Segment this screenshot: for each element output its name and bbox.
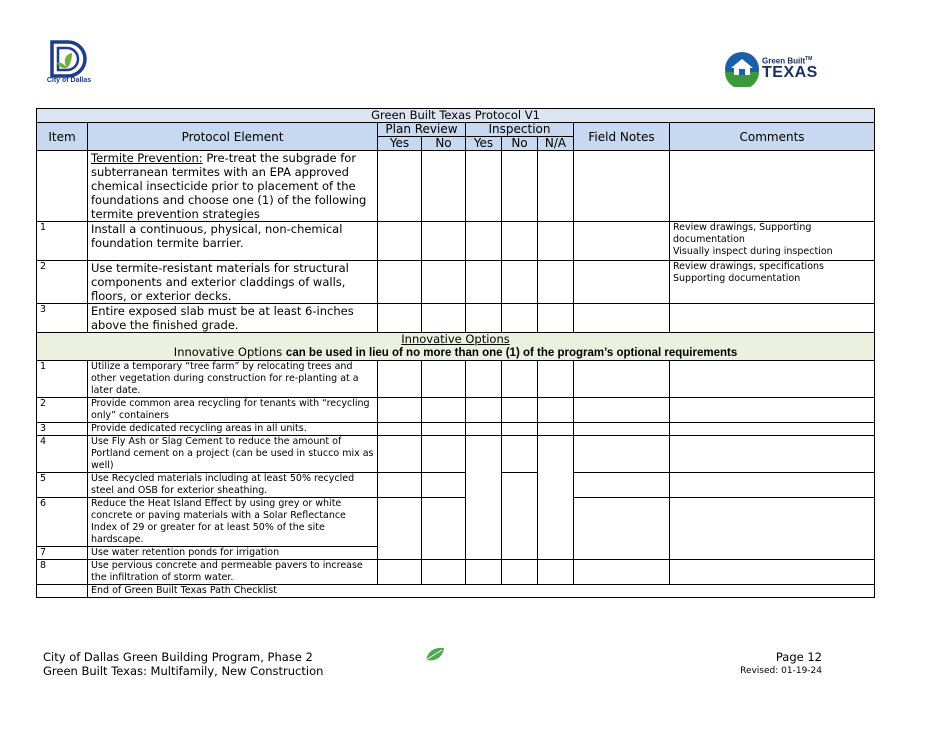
insp-yes-cell[interactable] (466, 398, 502, 423)
plan-yes-cell[interactable] (378, 436, 422, 473)
insp-na-cell[interactable] (538, 398, 574, 423)
comment-line: Visually inspect during inspection (673, 246, 833, 257)
insp-na-cell[interactable] (538, 560, 574, 585)
field-notes-cell[interactable] (574, 560, 670, 585)
item-cell: 3 (37, 423, 88, 436)
insp-no-cell[interactable] (502, 151, 538, 222)
plan-yes-merged-cell[interactable] (378, 498, 422, 560)
col-header-field-notes: Field Notes (574, 123, 670, 151)
plan-no-merged-cell[interactable] (422, 498, 466, 560)
field-notes-cell[interactable] (574, 261, 670, 304)
field-notes-cell[interactable] (574, 436, 670, 473)
comments-cell[interactable] (670, 261, 875, 304)
item-cell: 7 (37, 547, 88, 560)
plan-no-cell[interactable] (422, 222, 466, 261)
item-cell: 2 (37, 261, 88, 304)
field-notes-cell[interactable] (574, 361, 670, 398)
comments-merged-cell[interactable] (670, 498, 875, 560)
plan-yes-cell[interactable] (378, 261, 422, 304)
plan-no-cell[interactable] (422, 398, 466, 423)
table-title: Green Built Texas Protocol V1 (37, 109, 875, 123)
element-cell: Use Fly Ash or Slag Cement to reduce the amount of Portland cement on a project (can be used in stucco mix as well) (88, 436, 378, 473)
plan-yes-cell[interactable] (378, 304, 422, 333)
insp-na-cell[interactable] (538, 361, 574, 398)
comments-cell[interactable] (670, 151, 875, 222)
plan-no-cell[interactable] (422, 436, 466, 473)
insp-no-cell[interactable] (502, 261, 538, 304)
table-row (37, 222, 875, 261)
col-header-plan-review: Plan Review (378, 123, 466, 137)
element-cell: Use water retention ponds for irrigation (88, 547, 378, 560)
element-cell: Use pervious concrete and permeable pavers to increase the infiltration of storm water. (88, 560, 378, 585)
termite-text: Pre-treat the subgrade for subterranean termites with an EPA approved chemical insecticide prior to placement of the foundations and choose one (1) of the following termite prevention strategies (91, 151, 367, 221)
item-cell (37, 585, 88, 598)
plan-yes-cell[interactable] (378, 222, 422, 261)
innovative-options-row (37, 333, 875, 361)
insp-na-cell[interactable] (538, 222, 574, 261)
field-notes-cell[interactable] (574, 398, 670, 423)
item-cell: 2 (37, 398, 88, 423)
element-cell: Reduce the Heat Island Effect by using grey or white concrete or paving materials with a Solar Reflectance Index of 29 or greater for at least 50% of the site hardscape. (88, 498, 378, 547)
innovative-subtitle: Innovative Options can be used in lieu of no more than one (1) of the program’s optional requirements (173, 345, 738, 359)
insp-yes-cell[interactable] (466, 222, 502, 261)
element-cell: Provide dedicated recycling areas in all units. (88, 423, 378, 436)
green-built-texas-logo (722, 51, 822, 89)
page-number: Page 12 (775, 650, 822, 664)
comment-line: Review drawings, Supporting documentation (673, 222, 812, 245)
gbt-house-icon (724, 51, 762, 87)
plan-no-cell[interactable] (422, 423, 466, 436)
innovative-options-cell (37, 333, 875, 361)
table-row (37, 473, 875, 498)
item-cell: 5 (37, 473, 88, 498)
footer-subtitle: Green Built Texas: Multifamily, New Construction (43, 664, 324, 678)
insp-no-cell[interactable] (502, 361, 538, 398)
plan-no-cell[interactable] (422, 261, 466, 304)
table-row (37, 498, 875, 547)
end-of-checklist: End of Green Built Texas Path Checklist (88, 585, 875, 598)
field-notes-merged-cell[interactable] (574, 498, 670, 560)
comment-line: Review drawings, specifications (673, 261, 824, 272)
end-row (37, 585, 875, 598)
insp-no-merged-cell[interactable] (502, 473, 538, 560)
innovative-heading: Innovative Options (401, 332, 510, 346)
table-row (37, 261, 875, 304)
plan-yes-cell[interactable] (378, 423, 422, 436)
plan-yes-cell[interactable] (378, 361, 422, 398)
insp-no-cell[interactable] (502, 304, 538, 333)
insp-na-cell[interactable] (538, 261, 574, 304)
col-header-insp-no: No (502, 137, 538, 151)
field-notes-cell[interactable] (574, 423, 670, 436)
insp-no-cell[interactable] (502, 423, 538, 436)
item-cell: 3 (37, 304, 88, 333)
plan-no-cell[interactable] (422, 560, 466, 585)
item-cell: 4 (37, 436, 88, 473)
plan-yes-cell[interactable] (378, 473, 422, 498)
plan-no-cell[interactable] (422, 304, 466, 333)
insp-yes-cell[interactable] (466, 560, 502, 585)
leaf-icon (424, 646, 446, 664)
insp-na-cell[interactable] (538, 151, 574, 222)
field-notes-cell[interactable] (574, 304, 670, 333)
field-notes-cell[interactable] (574, 473, 670, 498)
insp-no-cell[interactable] (502, 560, 538, 585)
element-cell: Provide common area recycling for tenants with “recycling only” containers (88, 398, 378, 423)
element-cell (88, 151, 378, 222)
element-cell: Install a continuous, physical, non-chemical foundation termite barrier. (88, 222, 378, 261)
col-header-insp-yes: Yes (466, 137, 502, 151)
revised-date: Revised: 01-19-24 (740, 666, 822, 676)
city-of-dallas-logo (40, 40, 98, 90)
table-row (37, 423, 875, 436)
comments-cell[interactable] (670, 473, 875, 498)
insp-na-cell[interactable] (538, 423, 574, 436)
plan-no-cell[interactable] (422, 151, 466, 222)
table-row (37, 436, 875, 473)
comments-cell[interactable] (670, 398, 875, 423)
item-cell: 8 (37, 560, 88, 585)
plan-yes-cell[interactable] (378, 398, 422, 423)
col-header-protocol-element: Protocol Element (88, 123, 378, 151)
element-cell: Entire exposed slab must be at least 6-inches above the finished grade. (88, 304, 378, 333)
col-header-plan-no: No (422, 137, 466, 151)
table-row (37, 398, 875, 423)
comment-line: Supporting documentation (673, 273, 801, 284)
col-header-insp-na: N/A (538, 137, 574, 151)
gbt-logo-big-text: TEXAS (762, 64, 818, 81)
footer-left (43, 650, 323, 678)
col-header-plan-yes: Yes (378, 137, 422, 151)
protocol-table (36, 108, 875, 598)
insp-yes-cell[interactable] (466, 304, 502, 333)
plan-no-cell[interactable] (422, 361, 466, 398)
comments-cell[interactable] (670, 304, 875, 333)
table-row (37, 304, 875, 333)
table-title-row (37, 109, 875, 123)
col-header-comments: Comments (670, 123, 875, 151)
insp-yes-cell[interactable] (466, 151, 502, 222)
insp-yes-cell[interactable] (466, 261, 502, 304)
item-cell: 1 (37, 361, 88, 398)
col-header-item: Item (37, 123, 88, 151)
field-notes-cell[interactable] (574, 222, 670, 261)
footer-right (740, 650, 822, 678)
item-cell: 1 (37, 222, 88, 261)
comments-cell[interactable] (670, 361, 875, 398)
insp-yes-merged-cell[interactable] (466, 436, 502, 560)
insp-na-merged-cell[interactable] (538, 436, 574, 560)
city-logo-d-icon (40, 40, 98, 78)
table-row (37, 151, 875, 222)
field-notes-cell[interactable] (574, 151, 670, 222)
col-header-inspection: Inspection (466, 123, 574, 137)
comments-cell[interactable] (670, 560, 875, 585)
insp-no-cell[interactable] (502, 222, 538, 261)
footer-program: City of Dallas Green Building Program, Phase 2 (43, 650, 313, 664)
item-cell: 6 (37, 498, 88, 547)
termite-heading: Termite Prevention: (91, 151, 203, 165)
insp-no-cell[interactable] (502, 436, 538, 473)
comments-cell[interactable] (670, 222, 875, 261)
comments-cell[interactable] (670, 423, 875, 436)
table-row (37, 361, 875, 398)
table-row (37, 560, 875, 585)
plan-yes-cell[interactable] (378, 151, 422, 222)
plan-yes-cell[interactable] (378, 560, 422, 585)
comments-cell[interactable] (670, 436, 875, 473)
insp-yes-cell[interactable] (466, 361, 502, 398)
insp-no-cell[interactable] (502, 398, 538, 423)
insp-na-cell[interactable] (538, 304, 574, 333)
plan-no-cell[interactable] (422, 473, 466, 498)
insp-yes-cell[interactable] (466, 423, 502, 436)
gbt-logo-small-text: Green Built™ (762, 56, 813, 66)
header-row-1 (37, 123, 875, 137)
element-cell: Utilize a temporary “tree farm” by relocating trees and other vegetation during construction for re-planting at a later date. (88, 361, 378, 398)
element-cell: Use Recycled materials including at least 50% recycled steel and OSB for exterior sheathing. (88, 473, 378, 498)
element-cell: Use termite-resistant materials for structural components and exterior claddings of walls, floors, or exterior decks. (88, 261, 378, 304)
item-cell (37, 151, 88, 222)
city-logo-caption: City of Dallas (46, 77, 92, 84)
